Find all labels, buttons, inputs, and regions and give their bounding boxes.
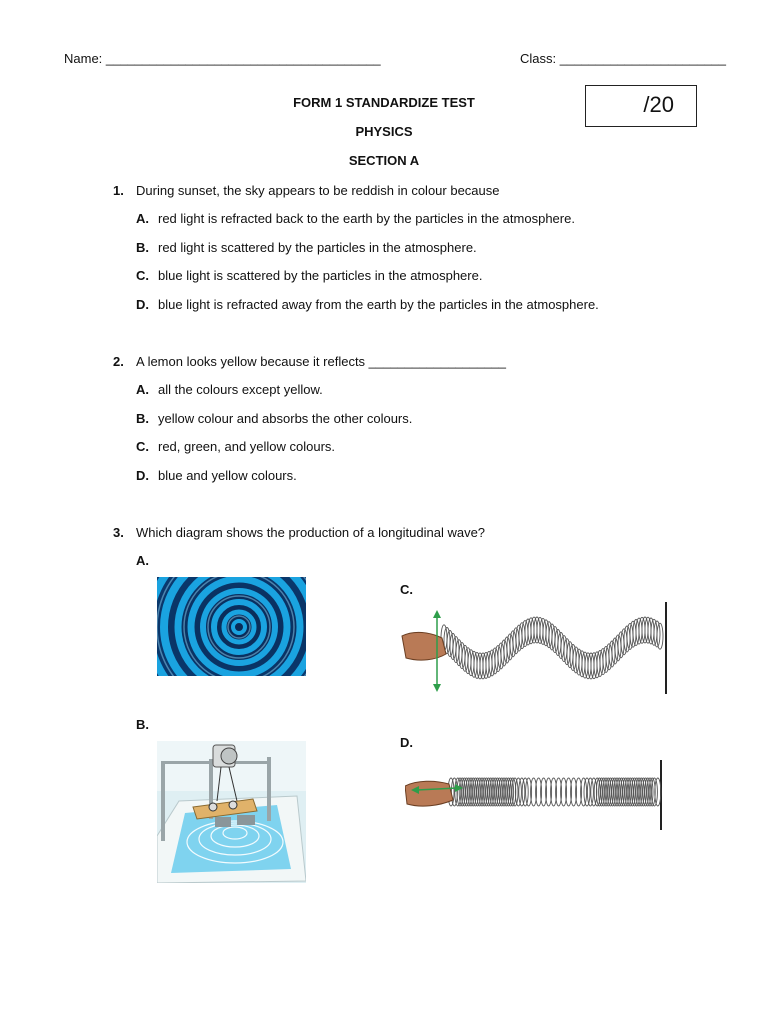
question-1-text: During sunset, the sky appears to be reddish in colour because [136,183,500,198]
question-2-option-a[interactable] [136,382,323,397]
option-letter: D. [136,468,149,483]
option-letter: C. [136,268,149,283]
question-2-option-b[interactable] [136,411,412,426]
ripple-water-image[interactable] [157,577,306,676]
option-letter: B. [136,240,149,255]
option-letter: C. [136,439,149,454]
option-text: all the colours except yellow. [158,382,323,397]
option-letter: A. [136,382,149,397]
option-letter: D. [136,297,149,312]
question-1-number: 1. [113,183,124,198]
question-1-option-b[interactable] [136,240,477,255]
question-2-number: 2. [113,354,124,369]
section-title: SECTION A [348,153,420,168]
question-3-option-c-label[interactable]: C. [400,582,413,597]
question-3-option-b-label[interactable]: B. [136,717,149,732]
question-1-option-a[interactable] [136,211,575,226]
question-2-option-d[interactable] [136,468,297,483]
option-text: blue light is refracted away from the earth by the particles in the atmosphere. [158,297,599,312]
question-2-option-c[interactable] [136,439,335,454]
option-text: red light is refracted back to the earth by the particles in the atmosphere. [158,211,575,226]
slinky-transverse-image[interactable] [400,602,670,694]
option-text: red, green, and yellow colours. [158,439,336,454]
ripple-tank-image[interactable] [157,741,306,883]
question-2-text: A lemon looks yellow because it reflects ___________________ [136,354,507,369]
question-3-number: 3. [113,525,124,540]
question-3-option-d-label[interactable]: D. [400,735,413,750]
question-3-option-a-label[interactable]: A. [136,553,149,568]
option-letter: B. [136,411,149,426]
test-title: FORM 1 STANDARDIZE TEST [293,95,475,110]
question-1-option-c[interactable] [136,268,482,283]
question-3-text: Which diagram shows the production of a longitudinal wave? [136,525,486,540]
question-1-option-d[interactable] [136,297,599,312]
option-letter: A. [136,211,149,226]
option-text: yellow colour and absorbs the other colours. [158,411,413,426]
option-text: red light is scattered by the particles in the atmosphere. [158,240,477,255]
score-total: /20 [643,92,674,117]
name-field-label: Name: ______________________________________ [64,51,381,66]
slinky-longitudinal-image[interactable] [405,760,665,830]
option-text: blue light is scattered by the particles in the atmosphere. [158,268,483,283]
subject-title: PHYSICS [355,124,413,139]
class-field-label: Class: _______________________ [520,51,727,66]
option-text: blue and yellow colours. [158,468,297,483]
